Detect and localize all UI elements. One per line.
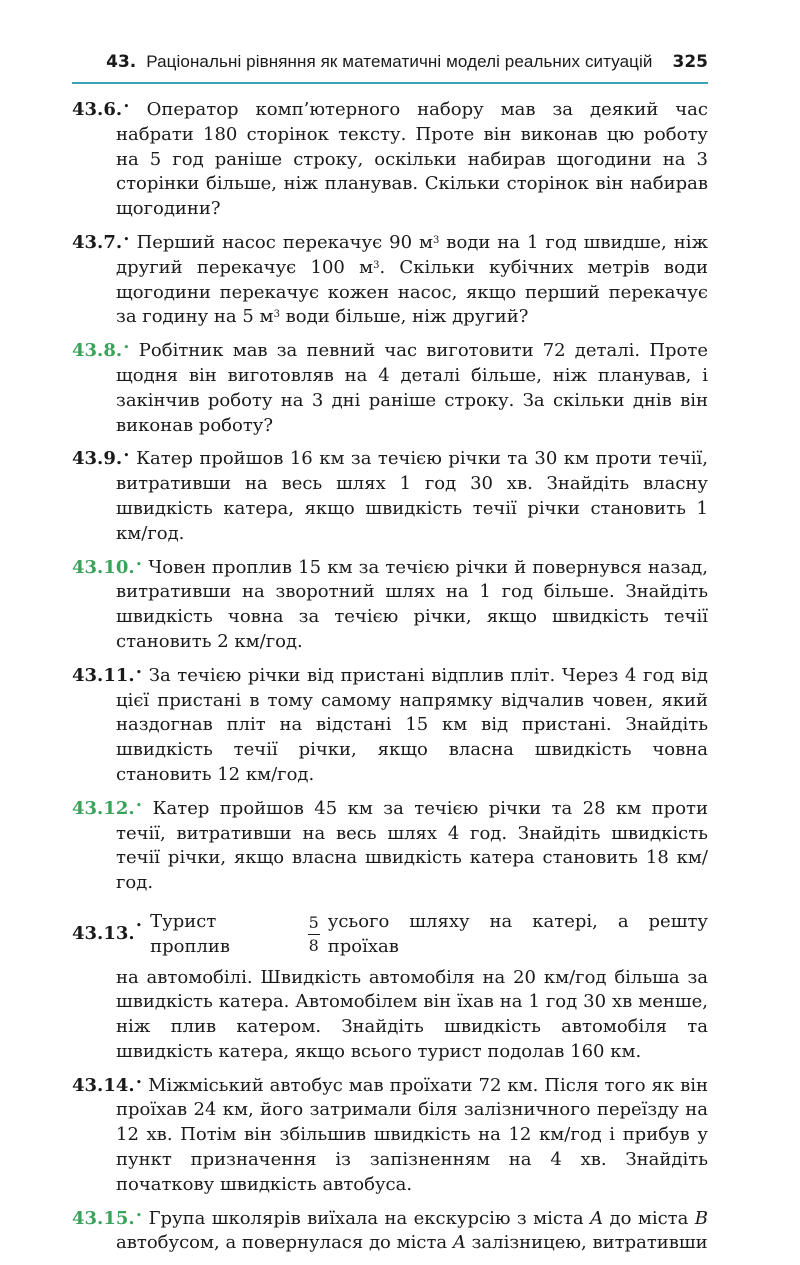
fraction-denominator: 8: [308, 936, 319, 956]
problem-text-part: Перший насос перекачує 90 м: [136, 231, 433, 253]
problem-43-6: [72, 98, 708, 222]
difficulty-dot: •: [135, 919, 143, 933]
fraction-bar: [308, 934, 320, 935]
problem-text: Робітник мав за певний час виготовити 72 деталі. Проте щодня він виготовляв на 4 деталі більше, ніж планував, і закінчив роботу на 3 дні раніше строку. За скільки днів він виконав роботу?: [116, 340, 708, 436]
difficulty-dot: •: [135, 1208, 143, 1222]
problem-number: 43.7.: [72, 231, 123, 253]
problem-text: Човен проплив 15 км за течією річки й повернувся назад, витративши на зворотний шлях на 1 год більше. Знайдіть швидкість човна за течією річки, якщо швидкість течії становить 2 км/год.: [116, 556, 708, 652]
problem-text-part: води більше, ніж другий?: [279, 306, 529, 328]
problem-43-11: [72, 664, 708, 788]
problem-number: 43.15.: [72, 1207, 135, 1229]
problem-43-12: [72, 797, 708, 896]
superscript: 3: [373, 259, 380, 271]
problem-43-10: [72, 556, 708, 655]
difficulty-dot: •: [135, 1075, 143, 1089]
problem-text: Катер пройшов 45 км за течією річки та 28 км проти течії, витративши на весь шлях 4 год. Знайдіть швидкість течії річки, якщо власна швидкість катера становить 18 км/год.: [116, 797, 708, 894]
problem-43-7: [72, 231, 708, 330]
problem-text-part: . Скільки кубічних метрів води щогодини перекачує кожен насос, якщо перший перекачує за годину на 5 м: [116, 256, 708, 328]
difficulty-dot: •: [123, 449, 130, 463]
problem-43-9: [72, 447, 708, 546]
variable: A: [452, 1232, 466, 1254]
page-header: [72, 52, 708, 80]
problem-text: Катер пройшов 16 км за течією річки та 30 км проти течії, витративши на весь шлях 1 год 30 хв. Знайдіть власну швидкість катера, якщо швидкість течії річки становить 1 км/год.: [116, 448, 708, 544]
superscript: 3: [273, 309, 280, 321]
fraction-line: [72, 910, 708, 960]
difficulty-dot: •: [135, 665, 143, 679]
problem-43-14: [72, 1074, 708, 1198]
problem-43-8: [72, 339, 708, 438]
problem-text-part: Група школярів виїхала на екскурсію з міста: [148, 1207, 591, 1229]
problem-list: [72, 98, 708, 1265]
problem-text-part: до міста: [603, 1207, 695, 1229]
problem-text: на автомобілі. Швидкість автомобіля на 20 км/год більша за швидкість катера. Автомобілем він їхав на 1 год 30 хв менше, ніж плив катером. Знайдіть швидкість автомобіля та швидкість катера, якщо всього турист подолав 160 км.: [116, 966, 708, 1062]
problem-43-15: [72, 1207, 708, 1257]
variable: B: [694, 1207, 708, 1229]
problem-number: 43.9.: [72, 448, 123, 470]
problem-text-part: Турист проплив: [150, 910, 231, 957]
problem-number: 43.6.: [72, 99, 123, 120]
section-title: Раціональні рівняння як математичні моделі реальних ситуацій: [146, 52, 653, 71]
fraction-numerator: 5: [308, 913, 319, 933]
difficulty-dot: •: [135, 557, 143, 571]
difficulty-dot: •: [135, 798, 143, 812]
superscript: 3: [432, 234, 440, 246]
difficulty-dot: •: [123, 341, 130, 355]
problem-number: 43.14.: [72, 1074, 135, 1096]
header-rule: [72, 82, 708, 84]
problem-text-part: автобусом, а повернулася до міста: [116, 1232, 453, 1254]
problem-text: Міжміський автобус мав проїхати 72 км. Після того як він проїхав 24 км, його затримали біля залізничного переїзду на 12 хв. Потім він збільшив швидкість на 12 км/год і прибув у пункт призначення із запізненням на 4 хв. Знайдіть початкову швидкість автобуса.: [116, 1074, 708, 1195]
variable: A: [590, 1207, 604, 1229]
fraction: [308, 914, 320, 955]
problem-number: 43.10.: [72, 556, 135, 578]
problem-number: 43.8.: [72, 340, 123, 362]
problem-number: 43.11.: [72, 664, 135, 686]
problem-text-part: усього шляху на катері, а решту проїхав: [327, 910, 708, 957]
problem-text-part: води на 1 год швидше, ніж другий перекачує 100 м: [116, 231, 709, 278]
difficulty-dot: •: [123, 232, 130, 246]
difficulty-dot: •: [123, 100, 130, 113]
problem-text: За течією річки від пристані відплив пліт. Через 4 год від цієї пристані в тому самому напрямку відчалив човен, який наздогнав пліт на відстані 15 км від пристані. Знайдіть швидкість течії річки, якщо власна швидкість човна становить 12 км/год.: [116, 664, 708, 785]
problem-43-13: [72, 910, 708, 1065]
page-number: 325: [672, 52, 708, 72]
problem-text-part: залізницею, витративши: [465, 1232, 708, 1254]
section-number: 43.: [106, 52, 137, 72]
problem-number: 43.13.: [72, 923, 135, 945]
problem-number: 43.12.: [72, 797, 135, 819]
problem-text: Оператор комп’ютерного набору мав за деякий час набрати 180 сторінок тексту. Проте він виконав цю роботу на 5 год раніше строку, оскільки набирав щогодини на 3 сторінки більше, ніж планував. Скільки сторінок він набирав щогодини?: [116, 99, 708, 220]
